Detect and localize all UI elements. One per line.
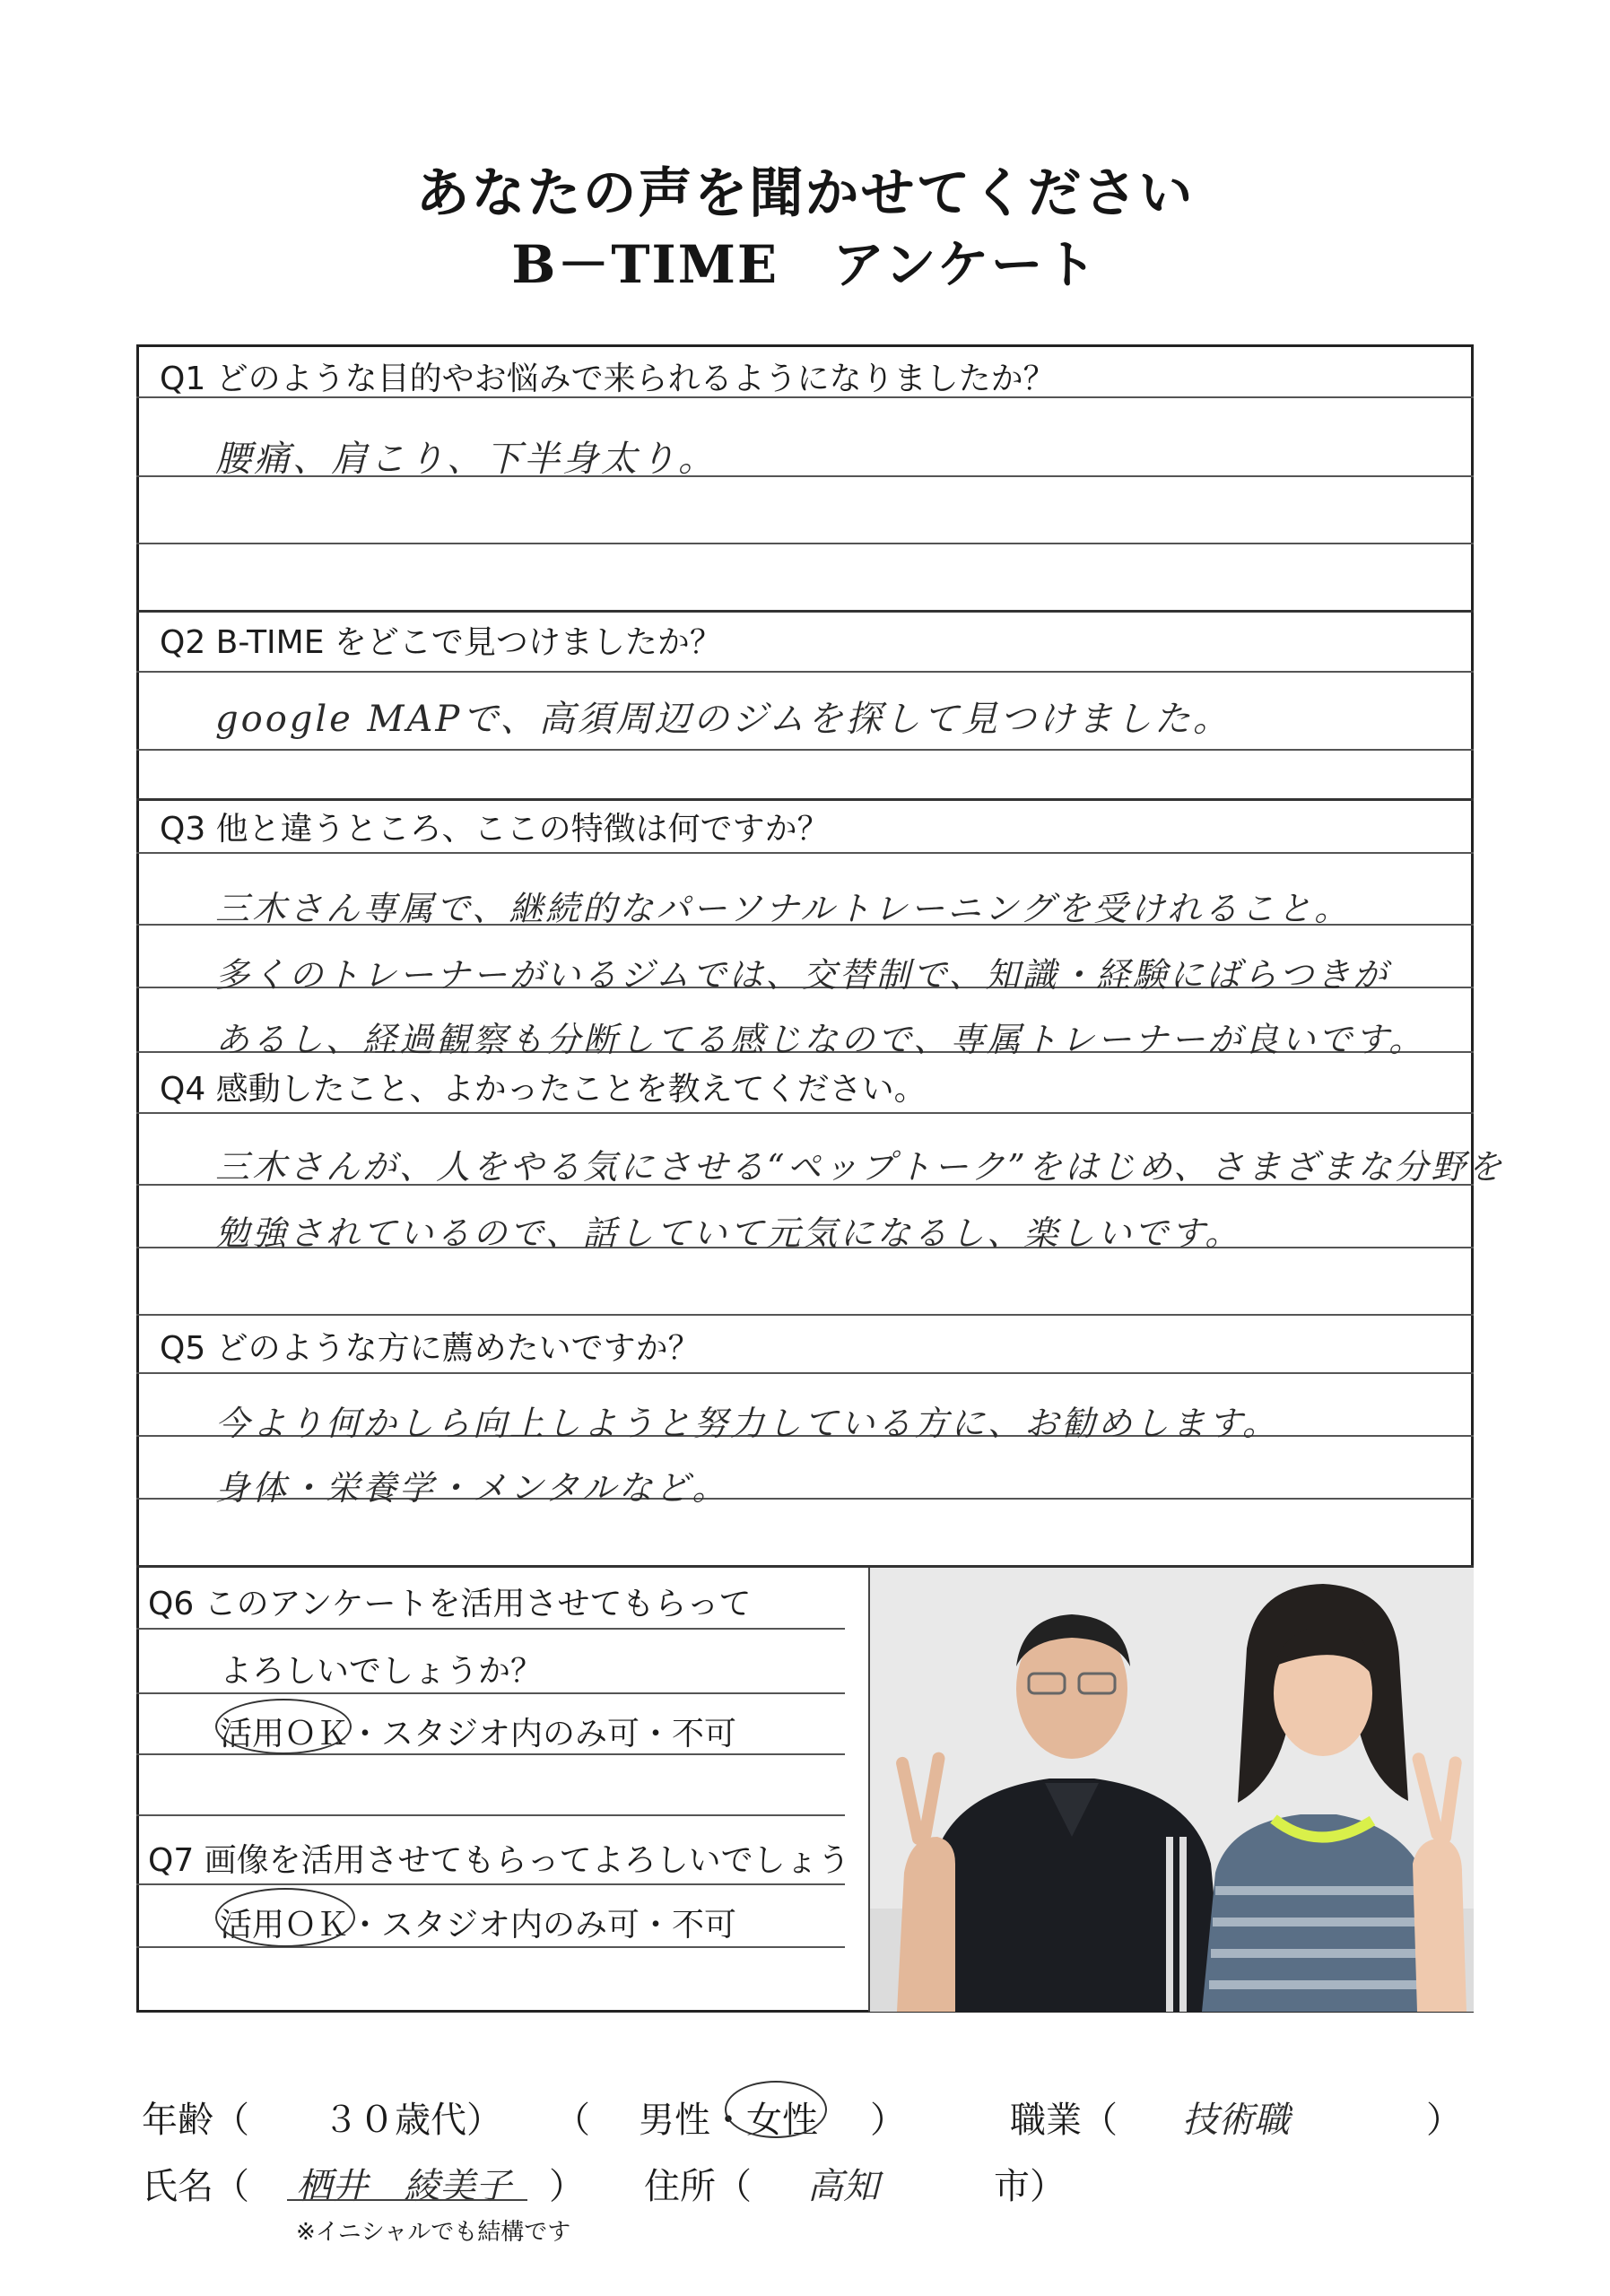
q1-label: Q1 どのような目的やお悩みで来られるようになりましたか？ [160,361,1056,397]
customer-photo [868,1568,1474,2012]
q2-label: Q2 B-TIME をどこで見つけましたか？ [160,624,722,661]
q3-label: Q3 他と違うところ、ここの特徴は何ですか？ [160,811,830,848]
address-value[interactable]: 高知 [807,2166,879,2207]
q1-answer-line-1: 腰痛、肩こり、下半身太り。 [215,439,717,480]
q5-answer-line-2: 身体・栄養学・メンタルなど。 [215,1468,729,1508]
q7-selected-circle [215,1888,355,1947]
survey-subtitle: B－TIME アンケート [511,234,1099,295]
q4-label: Q4 感動したこと、よかったことを教えてください。 [160,1071,927,1108]
q6-label-line-1: Q6 このアンケートを活用させてもらって [148,1586,752,1622]
gender-close-paren: ） [870,2100,906,2141]
job-value[interactable]: 技術職 [1182,2100,1290,2141]
age-label: 年齢（ [142,2100,249,2141]
gender-selected-circle [725,2081,827,2138]
q2-answer-line-1: google MAPで、高須周辺のジムを探して見つけました。 [215,699,1231,740]
name-underline [287,2199,527,2201]
q6-selected-circle [215,1699,352,1754]
q3-answer-line-3: あるし、経過観察も分断してる感じなので、専属トレーナーが良いです。 [215,1020,1426,1059]
initials-note: ※イニシャルでも結構です [296,2219,571,2246]
survey-title: あなたの声を聞かせてください [415,162,1195,225]
q4-answer-line-2: 勉強されているので、話していて元気になるし、楽しいです。 [215,1213,1242,1253]
address-label: 住所（ [644,2166,752,2207]
q3-answer-line-2: 多くのトレーナーがいるジムでは、交替制で、知識・経験にばらつきが [215,955,1390,995]
q4-answer-line-1: 三木さんが、人をやる気にさせる“ペップトーク”をはじめ、さまざまな分野を [215,1147,1505,1187]
address-city: 市） [994,2166,1066,2207]
q5-answer-line-1: 今より何かしら向上しようと努力している方に、お勧めします。 [215,1404,1279,1443]
name-label: 氏名（ [142,2166,249,2207]
q6-options[interactable]: 活用ＯＫ・スタジオ内のみ可・不可 [220,1716,737,1752]
job-label: 職業（ [1010,2100,1118,2141]
gender-options[interactable]: 男性・女性 [639,2100,818,2141]
q7-options[interactable]: 活用ＯＫ・スタジオ内のみ可・不可 [220,1907,737,1944]
q7-label: Q7 画像を活用させてもらってよろしいでしょう [148,1842,850,1879]
job-close-paren: ） [1426,2100,1462,2141]
age-value[interactable]: ３０歳代） [323,2100,502,2141]
name-value[interactable]: 栖井 綾美子 [296,2166,511,2207]
photo-illustration [870,1568,1474,2012]
gender-open-paren: （ [554,2100,590,2141]
q5-label: Q5 どのような方に薦めたいですか？ [160,1330,701,1367]
name-close-paren: ） [549,2166,585,2207]
q6-label-line-2: よろしいでしょうか？ [220,1653,544,1690]
q3-answer-line-1: 三木さん専属で、継続的なパーソナルトレーニングを受けれること。 [215,889,1352,928]
